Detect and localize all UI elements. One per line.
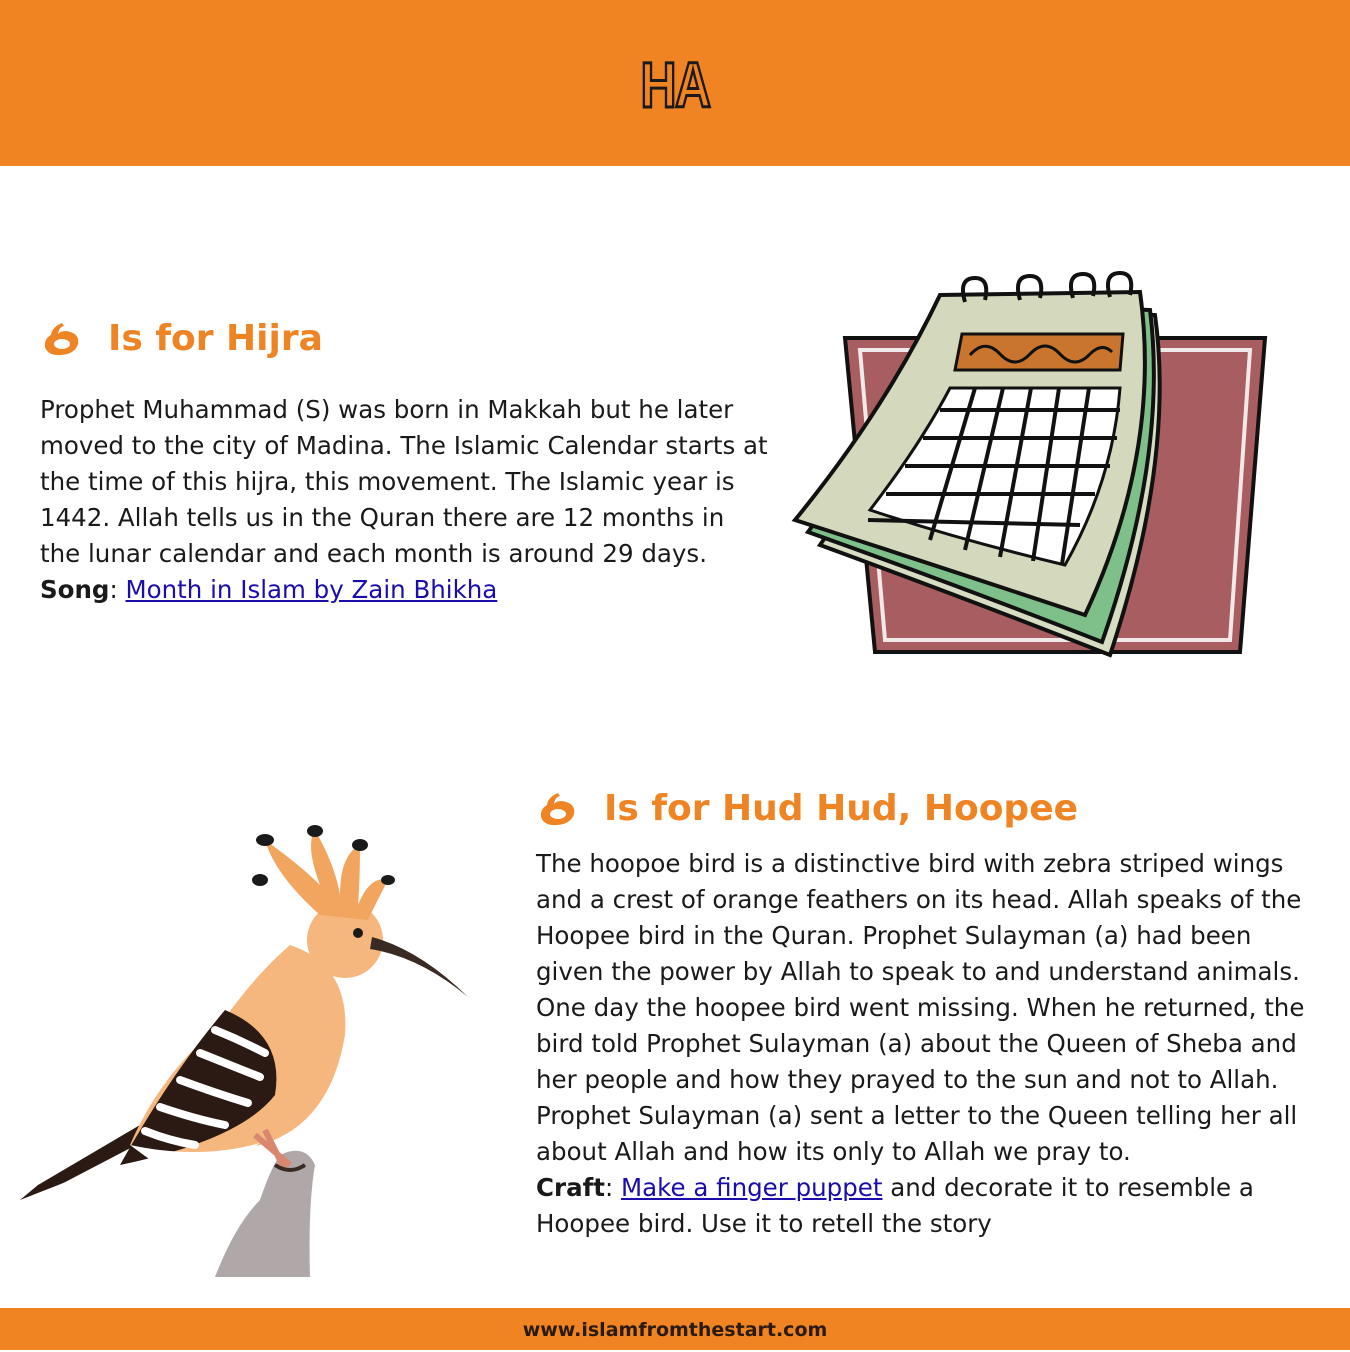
calendar-icon [790, 270, 1270, 670]
section-heading-hijra [42, 317, 323, 361]
hudhud-body: The hoopoe bird is a distinctive bird with zebra striped wings and a crest of orange feathers on its head. Allah speaks of the Hoopee bird in the Quran. Prophet Sulayman (a) had been given the power by Allah to speak to and understand animals. One day the hoopee bird went missing. When he returned, the bird told Prophet Sulayman (a) about the Queen of Sheba and her people and how they prayed to the sun and not to Allah. Prophet Sulayman (a) sent a letter to the Queen telling her all about Allah and how its only to Allah we pray to. [536, 849, 1305, 1166]
craft-label: Craft [536, 1173, 605, 1202]
song-link[interactable]: Month in Islam by Zain Bhikha [125, 575, 498, 604]
craft-link[interactable]: Make a finger puppet [621, 1173, 883, 1202]
section-heading-hudhud [538, 787, 1078, 831]
footer-website[interactable]: www.islamfromthestart.com [522, 1319, 828, 1341]
hudhud-paragraph: The hoopoe bird is a distinctive bird with zebra striped wings and a crest of orange feathers on its head. Allah speaks of the Hoopee bird in the Quran. Prophet Sulayman (a) had been given the power by Allah to speak to and understand animals. One day the hoopee bird went missing. When he returned, the bird told Prophet Sulayman (a) about the Queen of Sheba and her people and how they prayed to the sun and not to Allah. Prophet Sulayman (a) sent a letter to the Queen telling her all about Allah and how its only to Allah we pray to. Craft: Make a finger puppet and decorate it to resemble a Hoopee bird. Use it to retell the story [536, 849, 1305, 1238]
header-band [0, 0, 1350, 166]
heading-text-hijra: Is for Hijra [108, 318, 323, 359]
footer-band [0, 1308, 1350, 1350]
page-title: HA [640, 49, 710, 121]
hijra-paragraph: Prophet Muhammad (S) was born in Makkah but he later moved to the city of Madina. The Islamic Calendar starts at the time of this hijra, this movement. The Islamic year is 1442. Allah tells us in the Quran there are 12 months in the lunar calendar and each month is around 29 days. Song: Month in Islam by Zain Bhikha [40, 395, 768, 604]
craft-rest: and decorate it to resemble a Hoopee bird. Use it to retell the story [536, 1173, 1254, 1238]
heading-text-hudhud: Is for Hud Hud, Hoopee [604, 788, 1079, 829]
song-label: Song [40, 575, 110, 604]
hoopoe-bird-icon [20, 825, 480, 1285]
hijra-body: Prophet Muhammad (S) was born in Makkah but he later moved to the city of Madina. The Islamic Calendar starts at the time of this hijra, this movement. The Islamic year is 1442. Allah tells us in the Quran there are 12 months in the lunar calendar and each month is around 29 days. [40, 395, 768, 568]
arabic-ha-icon [42, 319, 82, 359]
arabic-ha-icon [538, 789, 578, 829]
